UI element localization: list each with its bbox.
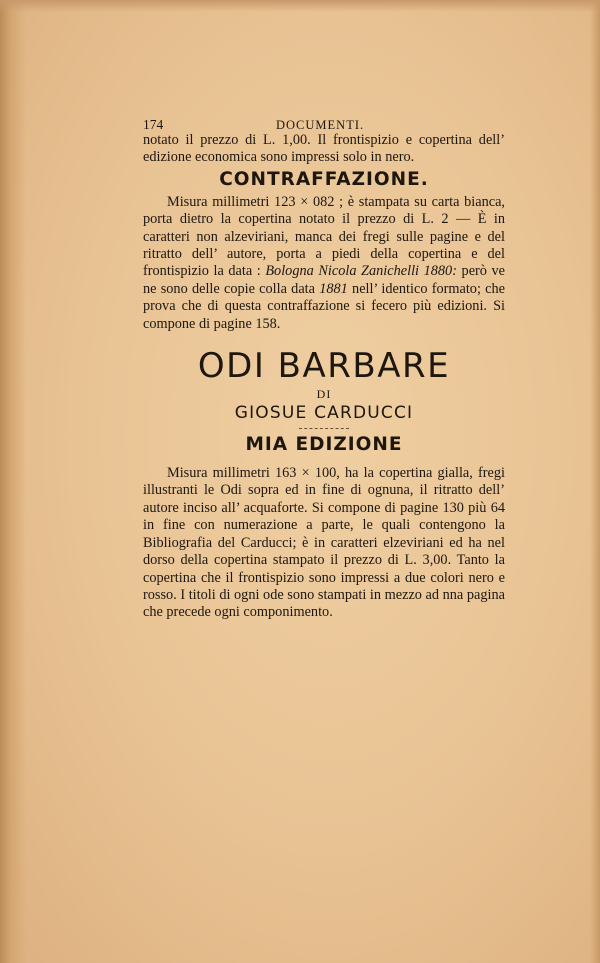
- paragraph-text: nell’ identico formato; che prova che di questa contraffazione si fecero più edizioni. Si compone di pagine 158.: [143, 280, 505, 332]
- contraffazione-paragraph: [143, 194, 505, 333]
- running-title: DOCUMENTI.: [276, 118, 365, 132]
- ornamental-rule: [299, 428, 349, 430]
- running-head: [143, 112, 505, 132]
- page-edge-shadow: [0, 0, 26, 963]
- page-edge-shadow: [590, 0, 600, 963]
- page-edge-shadow: [0, 0, 600, 12]
- page-number: 174: [143, 117, 164, 132]
- section-heading-mia-edizione: MIA EDIZIONE: [245, 434, 403, 456]
- page-text-block: [143, 112, 505, 622]
- section-heading-contraffazione: CONTRAFFAZIONE.: [219, 168, 429, 190]
- author-name: GIOSUE CARDUCCI: [234, 403, 414, 424]
- paragraph-italic-imprint: Bologna Nicola Zanichelli 1880:: [265, 263, 457, 280]
- paragraph-text: però ve ne sono delle copie colla data: [143, 263, 506, 297]
- mia-edizione-paragraph: Misura millimetri 163 × 100, ha la copertina gialla, fregi illustranti le Odi sopra ed in fine di ognuna, il ritratto dell’ autore inciso all’ acquaforte. Si compone di pagine 130 più 64 in fine con numerazione a parte, le quali contengono la Bibliografia del Carducci; è in caratteri elzeviriani ed ha nel dorso della copertina stampato il prezzo di L. 3,00. Tanto la copertina che il frontispizio sono impressi a due colori nero e rosso. I titoli di ogni ode sono stampati in mezzo ad nna pagina che precede ogni componimento.: [143, 465, 505, 621]
- paragraph-italic-year: 1881: [319, 280, 348, 297]
- paragraph-text: Misura millimetri 123 × 082 ; è stampata su carta bianca, porta dietro la copertina notato il prezzo di L. 2 — È in caratteri non alzeviriani, manca dei fregi sulle pagine e del ritratto dell’ autore, porta a piedi della copertina e del frontispizio la data :: [143, 193, 505, 280]
- title-di: DI: [316, 387, 332, 402]
- intro-paragraph: notato il prezzo di L. 1,00. Il frontispizio e copertina dell’ edizione economica sono impressi solo in nero.: [143, 132, 505, 166]
- book-title: ODI BARBARE: [197, 346, 451, 387]
